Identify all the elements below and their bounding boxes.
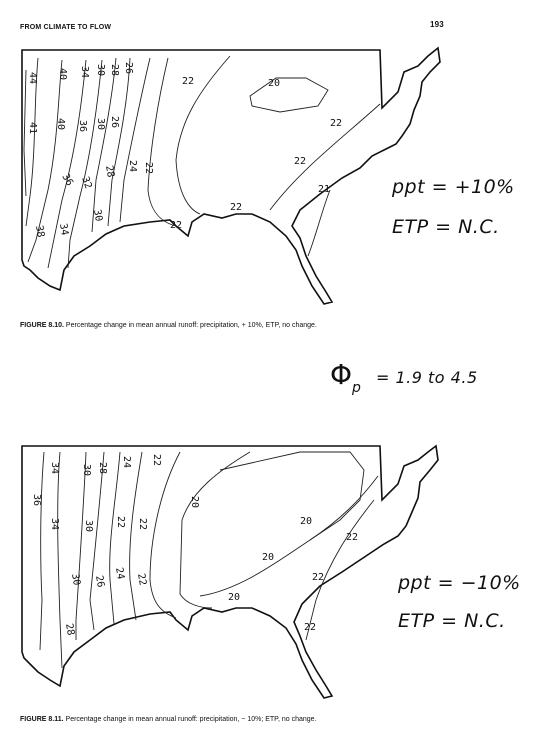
- svg-text:34: 34: [57, 222, 70, 237]
- svg-text:36: 36: [59, 172, 75, 188]
- svg-text:20: 20: [189, 496, 200, 509]
- caption-figure-8-11: [20, 716, 316, 723]
- svg-text:20: 20: [228, 592, 241, 603]
- svg-text:34: 34: [49, 462, 60, 475]
- svg-text:24: 24: [127, 160, 138, 173]
- svg-text:24: 24: [113, 566, 126, 581]
- svg-text:22: 22: [230, 202, 243, 213]
- top-handwritten-etp: ETP = N.C.: [392, 216, 500, 238]
- svg-text:41: 41: [27, 122, 38, 135]
- svg-text:30: 30: [69, 572, 82, 587]
- svg-text:38: 38: [33, 224, 46, 239]
- svg-text:34: 34: [79, 66, 90, 79]
- svg-text:32: 32: [79, 175, 94, 191]
- svg-text:20: 20: [300, 516, 313, 527]
- svg-text:36: 36: [31, 494, 42, 507]
- svg-text:22: 22: [151, 454, 162, 467]
- caption-text: Percentage change in mean annual runoff: precipitation, + 10%, ETP, no change.: [65, 322, 317, 329]
- bottom-handwritten-etp: ETP = N.C.: [398, 610, 506, 632]
- phi-symbol: Φ: [330, 358, 353, 391]
- svg-text:26: 26: [123, 62, 134, 75]
- phi-text: = 1.9 to 4.5: [376, 368, 478, 387]
- svg-text:26: 26: [93, 574, 106, 589]
- phi-subscript: p: [352, 380, 362, 396]
- svg-text:22: 22: [137, 518, 148, 531]
- svg-text:22: 22: [304, 622, 317, 633]
- bottom-handwritten-ppt: ppt = −10%: [398, 572, 521, 594]
- caption-text: Percentage change in mean annual runoff: precipitation, − 10%; ETP, no change.: [65, 716, 317, 723]
- svg-text:22: 22: [143, 162, 154, 175]
- svg-text:40: 40: [55, 118, 66, 131]
- svg-text:34: 34: [49, 518, 60, 531]
- running-header: FROM CLIMATE TO FLOW: [20, 24, 112, 31]
- svg-text:30: 30: [91, 208, 104, 223]
- svg-text:22: 22: [170, 220, 183, 231]
- svg-text:22: 22: [294, 156, 307, 167]
- svg-text:36: 36: [77, 120, 88, 133]
- svg-text:28: 28: [103, 164, 116, 179]
- svg-text:30: 30: [81, 464, 92, 477]
- svg-text:24: 24: [121, 456, 132, 469]
- svg-text:22: 22: [182, 76, 195, 87]
- top-handwritten-ppt: ppt = +10%: [392, 176, 515, 198]
- svg-text:26: 26: [109, 116, 120, 129]
- svg-text:44: 44: [27, 72, 38, 85]
- svg-text:30: 30: [83, 520, 94, 533]
- svg-text:22: 22: [312, 572, 325, 583]
- svg-text:21: 21: [318, 184, 331, 195]
- svg-text:22: 22: [346, 532, 359, 543]
- caption-label: FIGURE 8.10.: [20, 322, 64, 329]
- svg-text:20: 20: [268, 78, 281, 89]
- svg-text:28: 28: [63, 622, 76, 637]
- svg-text:28: 28: [109, 64, 120, 77]
- caption-label: FIGURE 8.11.: [20, 716, 64, 723]
- svg-text:22: 22: [330, 118, 343, 129]
- svg-text:30: 30: [95, 118, 106, 131]
- svg-text:40: 40: [57, 68, 68, 81]
- svg-text:30: 30: [95, 64, 106, 77]
- svg-text:22: 22: [115, 516, 126, 529]
- svg-text:20: 20: [262, 552, 275, 563]
- svg-text:28: 28: [97, 462, 108, 475]
- page-number: 193: [430, 20, 444, 29]
- svg-text:22: 22: [135, 572, 148, 587]
